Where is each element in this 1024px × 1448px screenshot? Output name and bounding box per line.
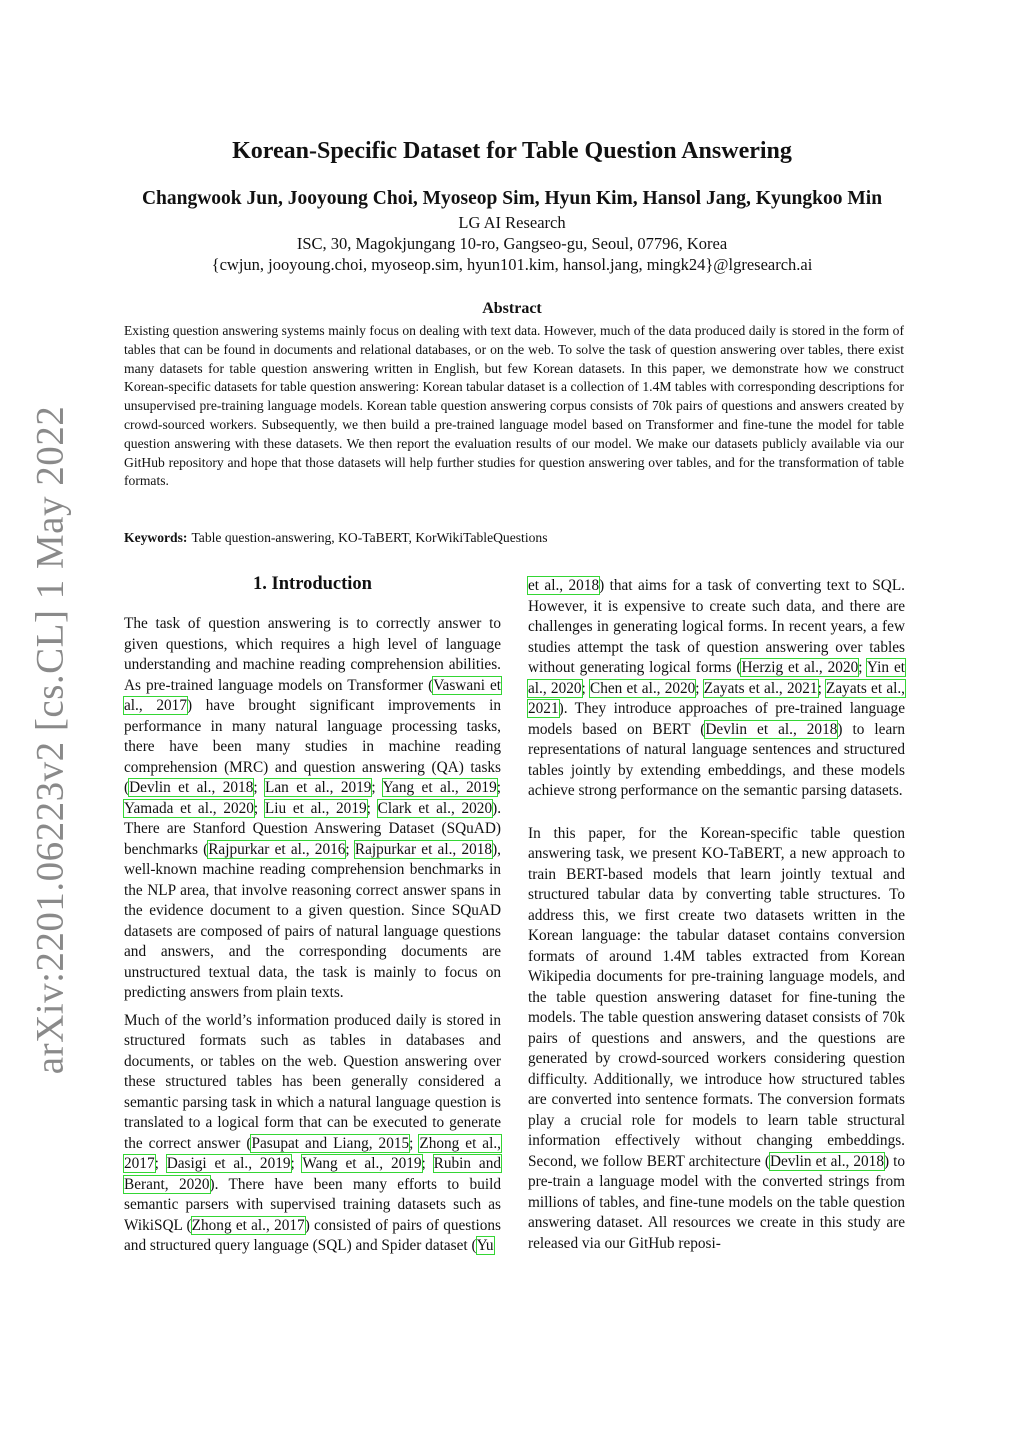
abstract-text: Existing question answering systems mainly focus on dealing with text data. However, much of the data produced daily is stored in the form of tables that can be found in documents and relational databases, or on the web. To solve the task of question answering over tables, there exist many datasets for table question answering written in English, but few Korean datasets. In this paper, we demonstrate how we construct Korean-specific datasets for table question answering: Korean tabular dataset is a collection of 1.4M tables with corresponding descriptions for unsupervised pre-training language models. Korean table question answering corpus consists of 70k pairs of questions and answers created by crowd-sourced workers. Subsequently, we then build a pre-trained language model based on Transformer and fine-tune the model for table question answering with these datasets. We then report the evaluation results of our model. We make our datasets publicly available via our GitHub repository and hope that those datasets will help further studies for question answering over tables, and for the transformation of table formats. [124, 323, 904, 489]
citation-link[interactable]: Pasupat and Liang, 2015 [251, 1134, 410, 1152]
citation-link[interactable]: Devlin et al., 2018 [769, 1152, 884, 1170]
citation-link[interactable]: Yang et al., 2019 [382, 779, 497, 796]
citation-link[interactable]: Yu [476, 1237, 494, 1254]
affiliation-emails: {cwjun, jooyoung.choi, myoseop.sim, hyun101.kim, hansol.jang, mingk24}@lgresearch.ai [211, 255, 813, 274]
citation-link[interactable]: Devlin et al., 2018 [129, 779, 254, 796]
citation-link[interactable]: Yamada et al., 2020 [124, 799, 254, 817]
citation-link[interactable]: Zayats et al., 2021 [528, 679, 906, 717]
intro-paragraph-2-continued: et al., 2018) that aims for a task of converting text to SQL. However, it is expensive to create such data, and there are challenges in generating logical forms. In recent years, a few studies attempt the task of question answering over tables without generating logical forms (Herzig et al., 2020; Yin et al., 2020; Chen et al., 2020; Zayats et al., 2021; Zayats et al., 2021). They introduce approaches of pre-trained language models based on BERT (Devlin et al., 2018) to learn representations of natural language sentences and structured tables jointly by extending embeddings, and these models achieve strong performance on the semantic parsing datasets. [528, 577, 906, 799]
citation-link[interactable]: Zayats et al., 2021 [703, 679, 818, 697]
citation-link[interactable]: Vaswani et al., 2017 [124, 676, 501, 714]
abstract-heading: Abstract [482, 300, 542, 317]
citation-link[interactable]: Chen et al., 2020 [590, 679, 696, 697]
citation-link[interactable]: Rajpurkar et al., 2018 [354, 840, 493, 858]
intro-paragraph-3: In this paper, for the Korean-specific table question answering task, we present KO-TaBERT, a new approach to train BERT-based models that learn jointly textual and structured tabular data by converting table structures. To address this, we first create two datasets written in the Korean language: the tabular dataset contains conversion formats of around 1.4M tables extracted from Korean Wikipedia documents for pre-training language models, and the table question answering dataset for fine-tuning the models. The table question answering dataset consists of 70k pairs of questions and answers, and the questions are generated by crowd-sourced workers considering question difficulty. Additionally, we introduce how structured tables are converted into sentence formats. The conversion formats play a crucial role for models to learn table structural information effectively without changing embeddings. Second, we follow BERT architecture (Devlin et al., 2018) to pre-train a language model with the converted strings from millions of tables, and fine-tune models on the table question answering dataset. All resources we create in this study are released via our GitHub reposi- [528, 824, 905, 1252]
paper-title: Korean-Specific Dataset for Table Question Answering [232, 138, 792, 164]
citation-link[interactable]: et al., 2018 [528, 577, 600, 594]
citation-link[interactable]: Lan et al., 2019 [265, 779, 372, 796]
right-column [528, 576, 905, 1254]
citation-link[interactable]: Clark et al., 2020 [377, 799, 493, 817]
arxiv-stamp: arXiv:2201.06223v2 [cs.CL] 1 May 2022 [28, 405, 72, 1075]
author-list: Changwook Jun, Jooyoung Choi, Myoseop Sim, Hyun Kim, Hansol Jang, Kyungkoo Min [141, 188, 883, 209]
intro-paragraph-1: The task of question answering is to correctly answer to given questions, which requires a high level of language understanding and machine reading comprehension abilities. As pre-trained language models on Transformer (Vaswani et al., 2017) have brought significant improvements in performance in many natural language processing tasks, there have been many studies in machine reading comprehension (MRC) and question answering (QA) tasks (Devlin et al., 2018; Lan et al., 2019; Yang et al., 2019; Yamada et al., 2020; Liu et al., 2019; Clark et al., 2020). There are Stanford Question Answering Dataset (SQuAD) benchmarks (Rajpurkar et al., 2016; Rajpurkar et al., 2018), well-known machine reading comprehension benchmarks in the NLP area, that involve reasoning correct answer spans in the evidence document to a given question. Since SQuAD datasets are composed of pairs of natural language questions and answers, and the corresponding documents are unstructured textual data, the task is mainly to focus on predicting answers from plain texts. [124, 615, 502, 1001]
citation-link[interactable]: Rajpurkar et al., 2016 [208, 840, 346, 858]
keywords-label: Keywords: [124, 530, 188, 545]
section-heading-introduction: 1. Introduction [253, 574, 372, 594]
citation-link[interactable]: Herzig et al., 2020 [741, 659, 859, 676]
citation-link[interactable]: Wang et al., 2019 [302, 1155, 422, 1172]
citation-link[interactable]: Dasigi et al., 2019 [166, 1155, 291, 1172]
citation-link[interactable]: Devlin et al., 2018 [705, 720, 838, 738]
citation-link[interactable]: Zhong et al., 2017 [191, 1216, 305, 1234]
intro-paragraph-2: Much of the world’s information produced daily is stored in structured formats such as tables in databases and documents, or tables on the web. Question answering over these structured tables has been generally considered a semantic parsing task in which a natural language question is translated to a logical form that can be executed to generate the correct answer (Pasupat and Liang, 2015; Zhong et al., 2017; Dasigi et al., 2019; Wang et al., 2019; Rubin and Berant, 2020). There have been many efforts to build semantic parsers with supervised training datasets such as WikiSQL (Zhong et al., 2017) consisted of pairs of questions and structured query language (SQL) and Spider dataset (Yu [124, 1011, 501, 1254]
citation-link[interactable]: Rubin and Berant, 2020 [124, 1155, 501, 1193]
affiliation-address: ISC, 30, Magokjungang 10-ro, Gangseo-gu, Seoul, 07796, Korea [296, 234, 728, 253]
keywords-text: Table question-answering, KO-TaBERT, KorWikiTableQuestions [191, 530, 548, 545]
citation-link[interactable]: Yin et al., 2020 [528, 659, 905, 697]
keywords [124, 530, 904, 546]
citation-link[interactable]: Zhong et al., 2017 [124, 1134, 501, 1172]
left-column [124, 572, 501, 1257]
citation-link[interactable]: Liu et al., 2019 [264, 799, 367, 817]
affiliation-org: LG AI Research [458, 213, 566, 232]
